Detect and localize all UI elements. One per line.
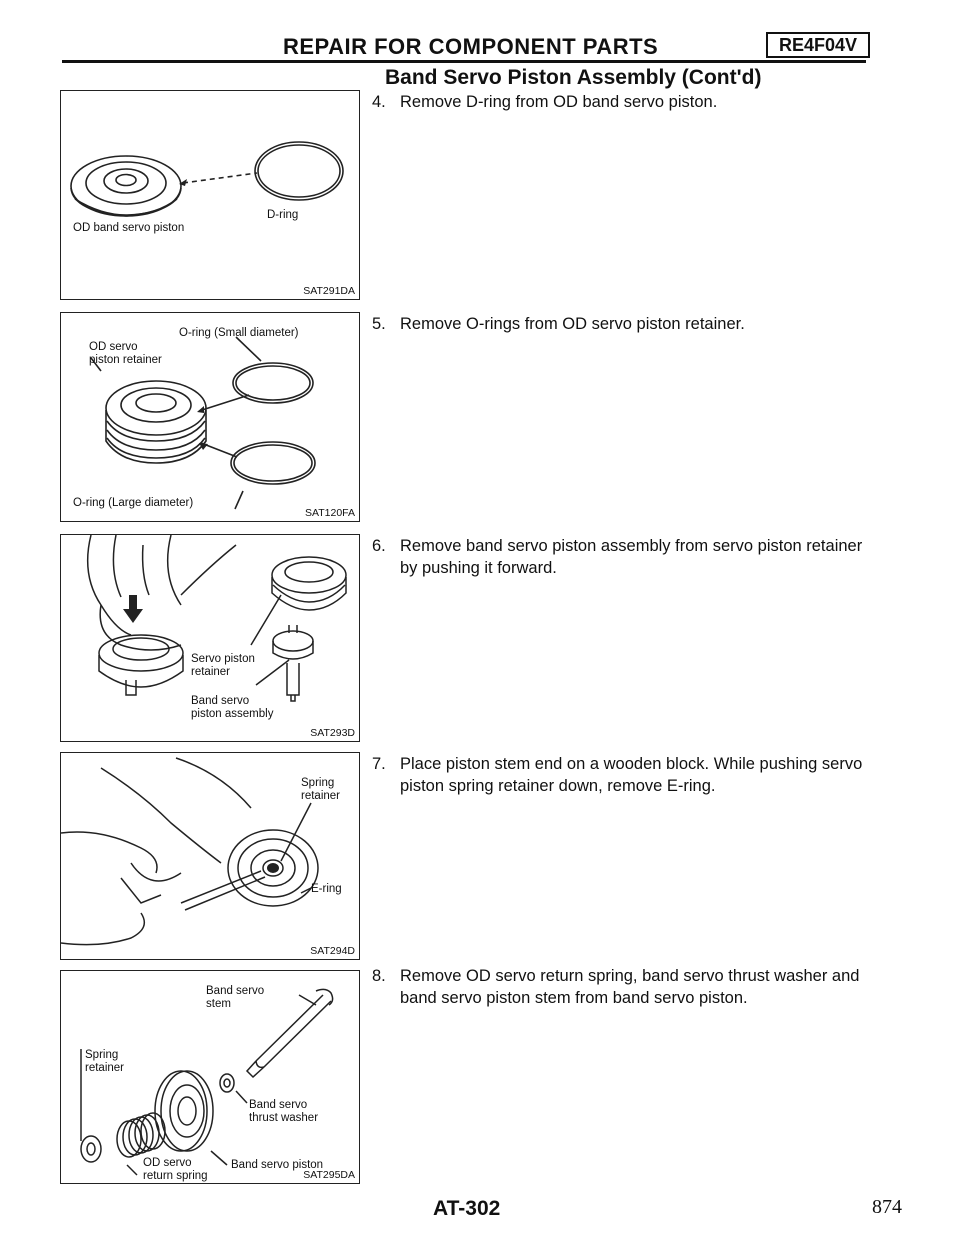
- label-od-band-servo-piston: OD band servo piston: [73, 222, 185, 234]
- step-text: Remove band servo piston assembly from servo piston retainer by pushing it forward.: [400, 537, 863, 577]
- label-band-servo-stem: Band servo stem: [206, 985, 265, 1010]
- label-o-ring-large: O-ring (Large diameter): [73, 497, 194, 509]
- figure-code: SAT120FA: [305, 507, 355, 519]
- d-ring-illustration: [61, 91, 359, 299]
- label-spring-retainer: Spring retainer: [85, 1049, 124, 1074]
- model-badge: RE4F04V: [766, 32, 870, 58]
- step-number: 7.: [372, 755, 386, 773]
- label-d-ring: D-ring: [267, 209, 299, 221]
- page-title: REPAIR FOR COMPONENT PARTS: [283, 34, 659, 59]
- step-number: 5.: [372, 315, 386, 333]
- label-band-servo-thrust-washer: Band servo thrust washer: [249, 1099, 319, 1124]
- step-number: 6.: [372, 537, 386, 555]
- page-number: 874: [872, 1196, 902, 1218]
- figure-code: SAT295DA: [303, 1169, 355, 1181]
- label-od-servo-return-spring: OD servo return spring: [143, 1157, 208, 1182]
- label-spring-retainer: Spring retainer: [301, 777, 340, 802]
- figure-d-ring-removal: [60, 90, 360, 300]
- figure-code: SAT294D: [310, 945, 355, 957]
- figure-o-ring-removal: [60, 312, 360, 522]
- section-title: Band Servo Piston Assembly (Cont'd): [385, 66, 762, 89]
- step-number: 4.: [372, 93, 386, 111]
- label-band-servo-piston-assembly: Band servo piston assembly: [191, 695, 274, 720]
- step-text: Remove OD servo return spring, band servo thrust washer and band servo piston stem from band servo piston.: [400, 967, 860, 1007]
- step-text: Remove D-ring from OD band servo piston.: [400, 93, 718, 111]
- figure-e-ring-removal: [60, 752, 360, 960]
- label-od-servo-piston-retainer: OD servo piston retainer: [89, 341, 162, 366]
- figure-piston-assembly-removal: [60, 534, 360, 742]
- label-band-servo-piston: Band servo piston: [231, 1159, 324, 1171]
- page-code: AT-302: [433, 1197, 501, 1220]
- label-servo-piston-retainer: Servo piston retainer: [191, 653, 255, 678]
- figure-code: SAT291DA: [303, 285, 355, 297]
- figure-code: SAT293D: [310, 727, 355, 739]
- label-o-ring-small: O-ring (Small diameter): [179, 327, 299, 339]
- header-rule: [62, 60, 866, 63]
- step-text: Remove O-rings from OD servo piston retainer.: [400, 315, 745, 333]
- step-number: 8.: [372, 967, 386, 985]
- step-text: Place piston stem end on a wooden block. While pushing servo piston spring retainer down, remove E-ring.: [400, 755, 863, 795]
- label-e-ring: E-ring: [311, 883, 342, 895]
- figure-parts-exploded-view: [60, 970, 360, 1184]
